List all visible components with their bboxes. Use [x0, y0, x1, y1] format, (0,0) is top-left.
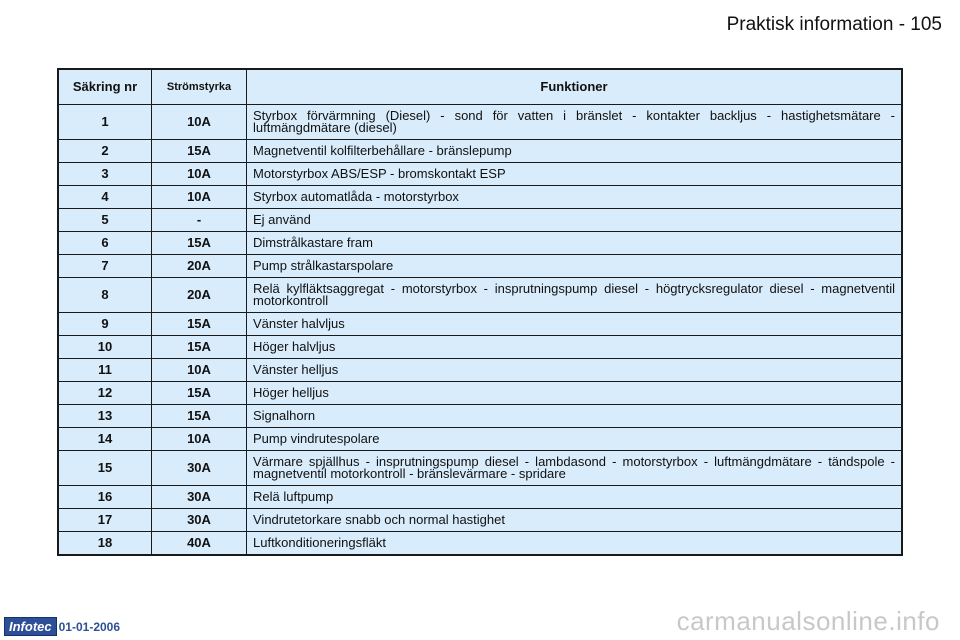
table-row [58, 163, 902, 186]
fuse-number-cell: 16 [58, 486, 152, 509]
amperage-cell: 40A [152, 532, 247, 556]
function-cell: Dimstrålkastare fram [247, 232, 903, 255]
fuse-number-cell: 7 [58, 255, 152, 278]
amperage-cell: 20A [152, 278, 247, 313]
function-cell: Höger halvljus [247, 336, 903, 359]
table-row [58, 532, 902, 556]
function-cell: Motorstyrbox ABS/ESP - bromskontakt ESP [247, 163, 903, 186]
fuse-number-cell: 1 [58, 105, 152, 140]
function-cell: Vänster helljus [247, 359, 903, 382]
table-row [58, 313, 902, 336]
function-cell: Relä kylfläktsaggregat - motorstyrbox - insprutningspump diesel - högtrycksregulator diesel - magnetventil motorkontroll [247, 278, 903, 313]
footer-date: 01-01-2006 [58, 619, 121, 634]
table-row [58, 140, 902, 163]
table-row [58, 382, 902, 405]
function-cell: Styrbox förvärmning (Diesel) - sond för vatten i bränslet - kontakter backljus - hastighetsmätare - luftmängdmätare (diesel) [247, 105, 903, 140]
fuse-table [57, 68, 903, 556]
fuse-number-cell: 15 [58, 451, 152, 486]
watermark: carmanualsonline.info [676, 606, 940, 636]
function-cell: Magnetventil kolfilterbehållare - bränslepump [247, 140, 903, 163]
table-row [58, 405, 902, 428]
page-title: Praktisk information - 105 [726, 14, 942, 35]
function-cell: Luftkonditioneringsfläkt [247, 532, 903, 556]
amperage-cell: 15A [152, 232, 247, 255]
fuse-number-cell: 9 [58, 313, 152, 336]
fuse-number-cell: 4 [58, 186, 152, 209]
amperage-cell: 20A [152, 255, 247, 278]
table-row [58, 255, 902, 278]
amperage-cell: 30A [152, 451, 247, 486]
infotec-logo: Infotec [4, 617, 57, 636]
function-cell: Pump strålkastarspolare [247, 255, 903, 278]
amperage-cell: 15A [152, 140, 247, 163]
fuse-number-cell: 18 [58, 532, 152, 556]
amperage-cell: 10A [152, 428, 247, 451]
function-cell: Värmare spjällhus - insprutningspump diesel - lambdasond - motorstyrbox - luftmängdmätare - tändspole - magnetventil motorkontroll - bränslevärmare - spridare [247, 451, 903, 486]
fuse-number-cell: 5 [58, 209, 152, 232]
amperage-cell: 10A [152, 105, 247, 140]
amperage-cell: 15A [152, 382, 247, 405]
fuse-number-cell: 14 [58, 428, 152, 451]
fuse-number-cell: 12 [58, 382, 152, 405]
amperage-cell: 10A [152, 163, 247, 186]
function-cell: Höger helljus [247, 382, 903, 405]
function-cell: Vindrutetorkare snabb och normal hastighet [247, 509, 903, 532]
amperage-cell: 10A [152, 359, 247, 382]
table-row [58, 209, 902, 232]
table-row [58, 428, 902, 451]
amperage-cell: 30A [152, 509, 247, 532]
function-cell: Styrbox automatlåda - motorstyrbox [247, 186, 903, 209]
table-row [58, 359, 902, 382]
function-cell: Pump vindrutespolare [247, 428, 903, 451]
amperage-cell: 10A [152, 186, 247, 209]
fuse-number-cell: 3 [58, 163, 152, 186]
fuse-number-cell: 2 [58, 140, 152, 163]
amperage-cell: 30A [152, 486, 247, 509]
fuse-number-cell: 6 [58, 232, 152, 255]
table-row [58, 232, 902, 255]
function-cell: Ej använd [247, 209, 903, 232]
column-header-fuse-number: Säkring nr [58, 69, 152, 105]
amperage-cell: - [152, 209, 247, 232]
table-row [58, 336, 902, 359]
table-header-row [58, 69, 902, 105]
fuse-table-body [58, 105, 902, 556]
fuse-number-cell: 11 [58, 359, 152, 382]
function-cell: Vänster halvljus [247, 313, 903, 336]
table-row [58, 451, 902, 486]
amperage-cell: 15A [152, 336, 247, 359]
table-row [58, 509, 902, 532]
function-cell: Relä luftpump [247, 486, 903, 509]
amperage-cell: 15A [152, 313, 247, 336]
table-row [58, 486, 902, 509]
function-cell: Signalhorn [247, 405, 903, 428]
table-row [58, 278, 902, 313]
column-header-functions: Funktioner [247, 69, 903, 105]
column-header-amperage: Strömstyrka [152, 69, 247, 105]
fuse-number-cell: 8 [58, 278, 152, 313]
table-row [58, 105, 902, 140]
fuse-number-cell: 10 [58, 336, 152, 359]
footer [4, 617, 120, 636]
table-row [58, 186, 902, 209]
fuse-number-cell: 13 [58, 405, 152, 428]
fuse-number-cell: 17 [58, 509, 152, 532]
amperage-cell: 15A [152, 405, 247, 428]
